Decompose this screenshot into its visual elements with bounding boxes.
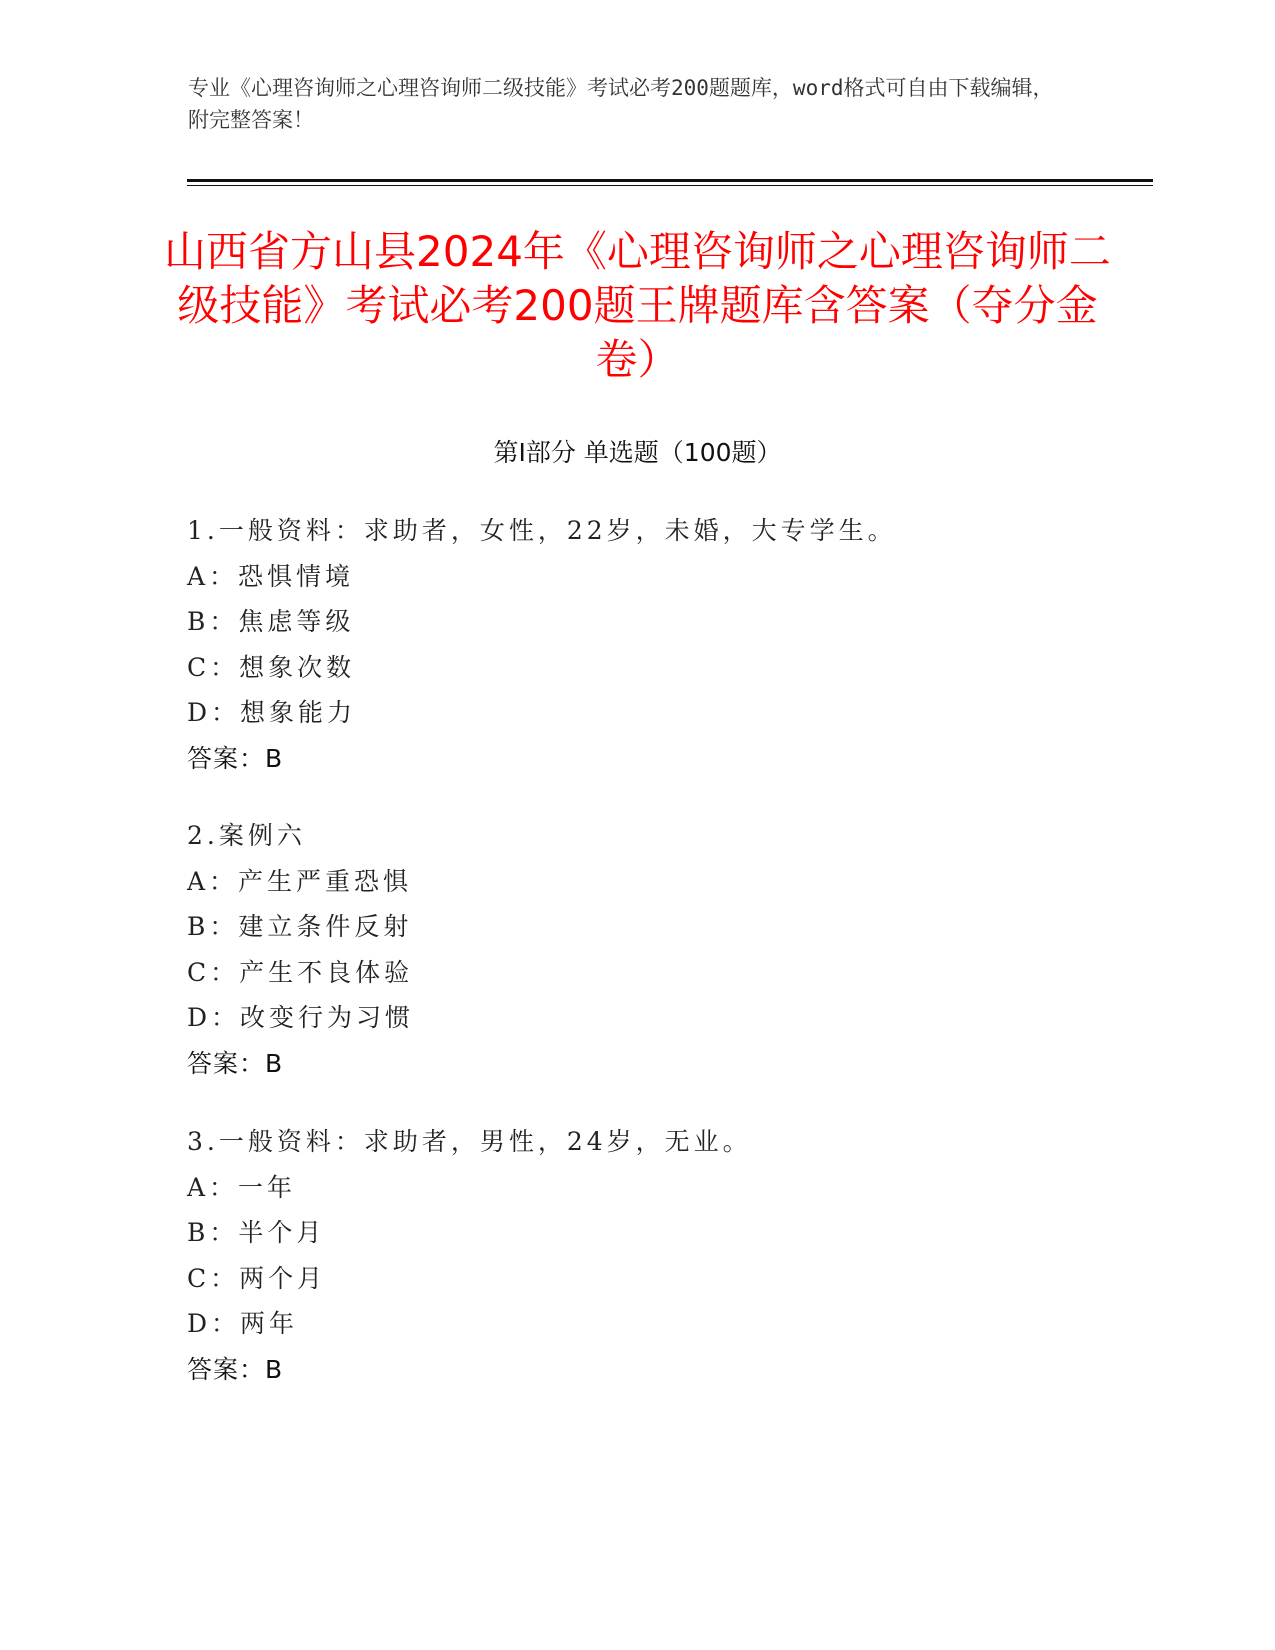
- header-rule-thick: [187, 179, 1153, 182]
- answer: 答案：B: [187, 743, 284, 773]
- question-stem: 2.案例六: [187, 821, 306, 850]
- header-rule-thin: [187, 185, 1153, 186]
- question-1: [187, 508, 1087, 781]
- option-a: A：产生严重恐惧: [187, 866, 413, 896]
- option-b: B：建立条件反射: [187, 912, 413, 941]
- option-d: D：两年: [187, 1309, 299, 1338]
- option-d: D：改变行为习惯: [187, 1003, 415, 1032]
- header-note: 专业《心理咨询师之心理咨询师二级技能》考试必考200题题库，word格式可自由下载编辑，附完整答案！: [188, 76, 1054, 132]
- option-d: D：想象能力: [187, 698, 357, 727]
- option-c: C：产生不良体验: [187, 957, 414, 987]
- option-b: B：焦虑等级: [187, 607, 355, 636]
- answer: 答案：B: [187, 1048, 284, 1078]
- question-3: [187, 1119, 1087, 1392]
- option-b: B：半个月: [187, 1218, 326, 1247]
- document-title: 山西省方山县2024年《心理咨询师之心理咨询师二级技能》考试必考200题王牌题库含答案（夺分金卷）: [164, 227, 1111, 384]
- question-stem: 3.一般资料：求助者，男性，24岁，无业。: [187, 1127, 752, 1156]
- section-title: 第Ⅰ部分 单选题（100题）: [493, 438, 782, 467]
- option-a: A：一年: [187, 1172, 297, 1202]
- question-2: [187, 813, 1087, 1086]
- answer: 答案：B: [187, 1354, 284, 1384]
- option-c: C：两个月: [187, 1263, 327, 1293]
- option-c: C：想象次数: [187, 652, 356, 682]
- option-a: A：恐惧情境: [187, 561, 355, 591]
- question-stem: 1.一般资料：求助者，女性，22岁，未婚，大专学生。: [187, 516, 897, 545]
